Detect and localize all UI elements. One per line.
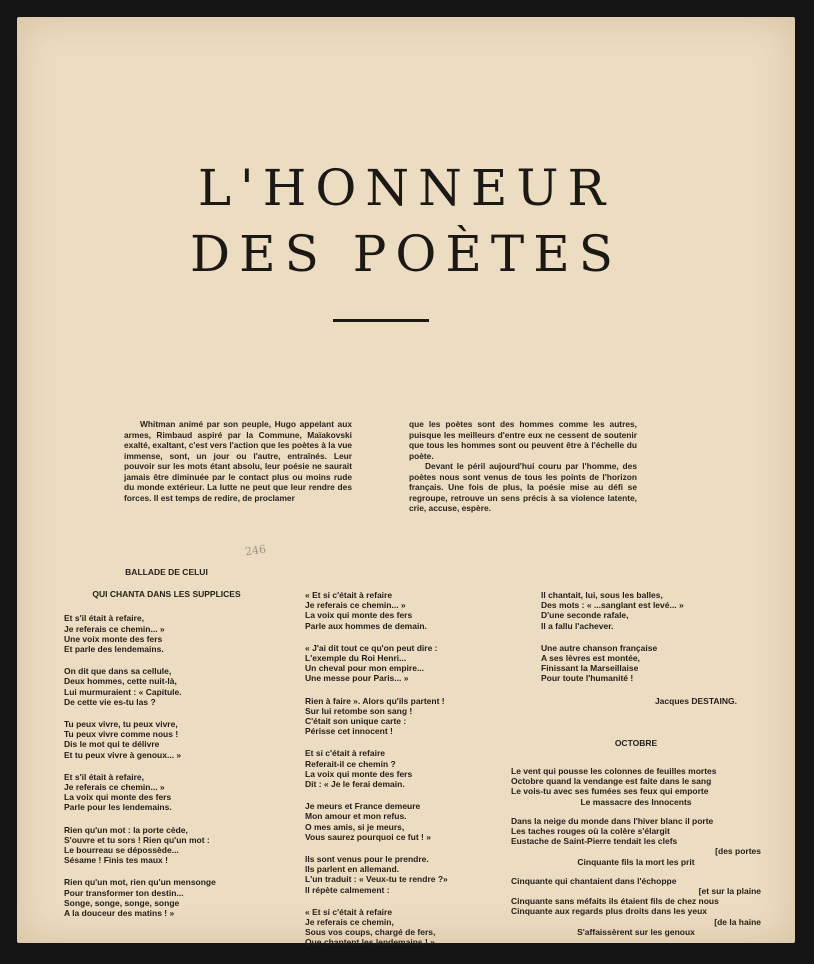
verse-line: « Et si c'était à refaire [305,590,393,600]
ballade-title-line-1: BALLADE DE CELUI [125,567,208,577]
stanza [305,643,515,684]
stanza [305,907,515,948]
poem-column-3 [511,590,761,937]
intro-left-text: Whitman animé par son peuple, Hugo appelant aux armes, Rimbaud aspiré par la Commune, Maïakovski exalté, exaltant, c'est vers l'action que les poètes à la vue immense, sont, un jour ou l'autre, entraînés. Leur pouvoir sur les mots étant absolu, leur poésie ne saurait jamais être diminuée par le contact plus ou moins rude du monde extérieur. La lutte ne peut que leur rendre des forces. Il est temps de redire, de proclamer [124,419,352,503]
verse-line: A ses lèvres est montée, [541,653,640,664]
intro-right-p1: que les poètes sont des hommes comme les autres, puisque les meilleurs d'entre eux ne cessent de soutenir que tous les hommes sont ou peuvent être à l'échelle du poète. [409,419,637,461]
verse-line: Finissant la Marseillaise [541,663,639,674]
verse-line: Et tu peux vivre à genoux... » [64,749,182,760]
verse-line: Que chantent les lendemains ! » [305,937,435,948]
verse-line: Ils sont venus pour le prendre. [305,854,429,865]
verse-line: Rien qu'un mot : la porte cède, [64,824,188,835]
octobre-line: Les taches rouges où la colère s'élargit [511,826,670,837]
intro-right-p2: Devant le péril aujourd'hui couru par l'homme, des poètes nous sont venus de tous les points de l'horizon français. Une fois de plus, la poésie mise au défi se regroupe, retrouve un sens précis à sa violence latente, crie, accuse, espère. [409,461,637,513]
octobre-line: Cinquante qui chantaient dans l'échoppe [511,875,677,886]
verse-line: Je referais ce chemin... » [305,600,406,611]
verse-line: Parle pour les lendemains. [64,802,172,813]
verse-line: Je referais ce chemin... » [64,623,165,634]
verse-line: Dis le mot qui te délivre [64,739,160,750]
verse-line: Dit : « Je le ferai demain. [305,779,405,790]
octobre-line: Octobre quand la vendange est faite dans le sang [511,776,712,787]
verse-line: Des mots : « ...sanglant est levé... » [541,600,684,611]
octobre-line: S'affaissèrent sur les genoux [577,926,695,937]
octobre-line: Cinquante sans méfaits ils étaient fils de chez nous [511,896,719,907]
verse-line: Ils parlent en allemand. [305,864,400,875]
verse-line: L'exemple du Roi Henri... [305,653,407,664]
octobre-line: [de la haine [714,916,761,927]
ballade-title-line-2: QUI CHANTA DANS LES SUPPLICES [92,589,241,600]
verse-line: Rien à faire ». Alors qu'ils partent ! [305,695,445,706]
verse-line: Une voix monte des fers [64,633,163,644]
verse-line: L'un traduit : « Veux-tu te rendre ?» [305,874,448,885]
verse-line: Referait-il ce chemin ? [305,758,396,769]
stanza [64,772,269,813]
octobre-line: [et sur la plaine [698,886,761,897]
verse-line: Parle aux hommes de demain. [305,620,427,631]
verse-line: La voix qui monte des fers [305,768,413,779]
ballade-part-3 [511,590,761,684]
verse-line: Et parle des lendemains. [64,644,164,655]
verse-line: Rien qu'un mot, rien qu'un mensonge [64,877,216,888]
verse-line: La voix qui monte des fers [64,792,172,803]
stanza [305,801,515,842]
title-line-1: L'HONNEUR [197,159,615,217]
verse-line: Je referais ce chemin, [305,917,394,928]
stanza [305,854,515,895]
verse-line: « Et si c'était à refaire [305,906,393,917]
verse-line: Et s'il était à refaire, [64,613,144,624]
title-line-2: DES POÈTES [190,225,622,283]
verse-line: Et s'il était à refaire, [64,771,144,782]
pencil-mark: 246 [244,542,267,559]
poem-column-2 [305,590,515,960]
octobre-line: Cinquante aux regards plus droits dans les yeux [511,906,708,917]
verse-line: Je meurs et France demeure [305,801,421,812]
stanza [305,696,515,737]
intro-right [409,419,637,514]
verse-line: Songe, songe, songe, songe [64,897,180,908]
stanza [64,825,269,866]
verse-line: A la douceur des matins ! » [64,908,175,919]
verse-line: D'une seconde rafale, [541,610,629,621]
verse-line: Périsse cet innocent ! [305,726,393,737]
verse-line: Deux hommes, cette nuit-là, [64,676,177,687]
verse-line: Je referais ce chemin... » [64,782,165,793]
octobre-line: [des portes [715,846,761,857]
verse-line: Pour transformer ton destin... [64,887,184,898]
verse-line: Le bourreau se dépossède... [64,845,179,856]
stanza [305,748,515,789]
verse-line: Une autre chanson française [541,642,658,653]
poem-column-1 [64,567,269,930]
stanza [305,590,515,631]
title-divider [333,319,429,322]
stanza [64,877,269,918]
verse-line: Sous vos coups, chargé de fers, [305,927,436,938]
verse-line: C'était son unique carte : [305,716,407,727]
octobre-line: Le vent qui pousse les colonnes de feuilles mortes [511,766,717,777]
page [17,17,795,948]
stanza [64,719,269,760]
stanza [64,613,269,654]
verse-line: La voix qui monte des fers [305,610,413,621]
stanza [541,643,761,684]
verse-line: De cette vie es-tu las ? [64,696,156,707]
verse-line: Lui murmuraient : « Capitule. [64,686,182,697]
octobre-line: Le vois-tu avec ses fumées ses feux qui emporte [511,786,709,797]
octobre-line: Eustache de Saint-Pierre tendait les clefs [511,836,678,847]
verse-line: Pour toute l'humanité ! [541,673,634,684]
octobre-line: Cinquante fils la mort les prit [577,856,695,867]
intro-left [124,419,352,503]
ballade-part-1 [64,613,269,918]
verse-line: S'ouvre et tu sors ! Rien qu'un mot : [64,834,210,845]
verse-line: O mes amis, si je meurs, [305,821,405,832]
stanza [541,590,761,631]
verse-line: Il a fallu l'achever. [541,620,614,631]
verse-line: Sésame ! Finis tes maux ! [64,855,168,866]
octobre-line [511,807,761,816]
verse-line: Sur lui retombe son sang ! [305,705,413,716]
verse-line: Vous saurez pourquoi ce fut ! » [305,831,431,842]
verse-line: Tu peux vivre comme nous ! [64,729,179,740]
verse-line: Mon amour et mon refus. [305,811,407,822]
verse-line: Une messe pour Paris... » [305,673,409,684]
octobre-poem [511,766,761,937]
ballade-part-2 [305,590,515,948]
verse-line: Un cheval pour mon empire... [305,663,425,674]
ballade-title [64,567,269,599]
verse-line: Tu peux vivre, tu peux vivre, [64,719,178,730]
verse-line: Et si c'était à refaire [305,748,385,759]
octobre-line: Le massacre des Innocents [580,796,692,807]
verse-line: Il répète calmement : [305,884,390,895]
stanza [64,666,269,707]
octobre-title: OCTOBRE [614,737,658,748]
octobre-line [511,867,761,876]
verse-line: On dit que dans sa cellule, [64,666,172,677]
octobre-line: Dans la neige du monde dans l'hiver blanc il porte [511,815,714,826]
verse-line: « J'ai dit tout ce qu'on peut dire : [305,642,438,653]
signature: Jacques DESTAING. [654,695,737,706]
verse-line: Il chantait, lui, sous les balles, [541,590,663,600]
